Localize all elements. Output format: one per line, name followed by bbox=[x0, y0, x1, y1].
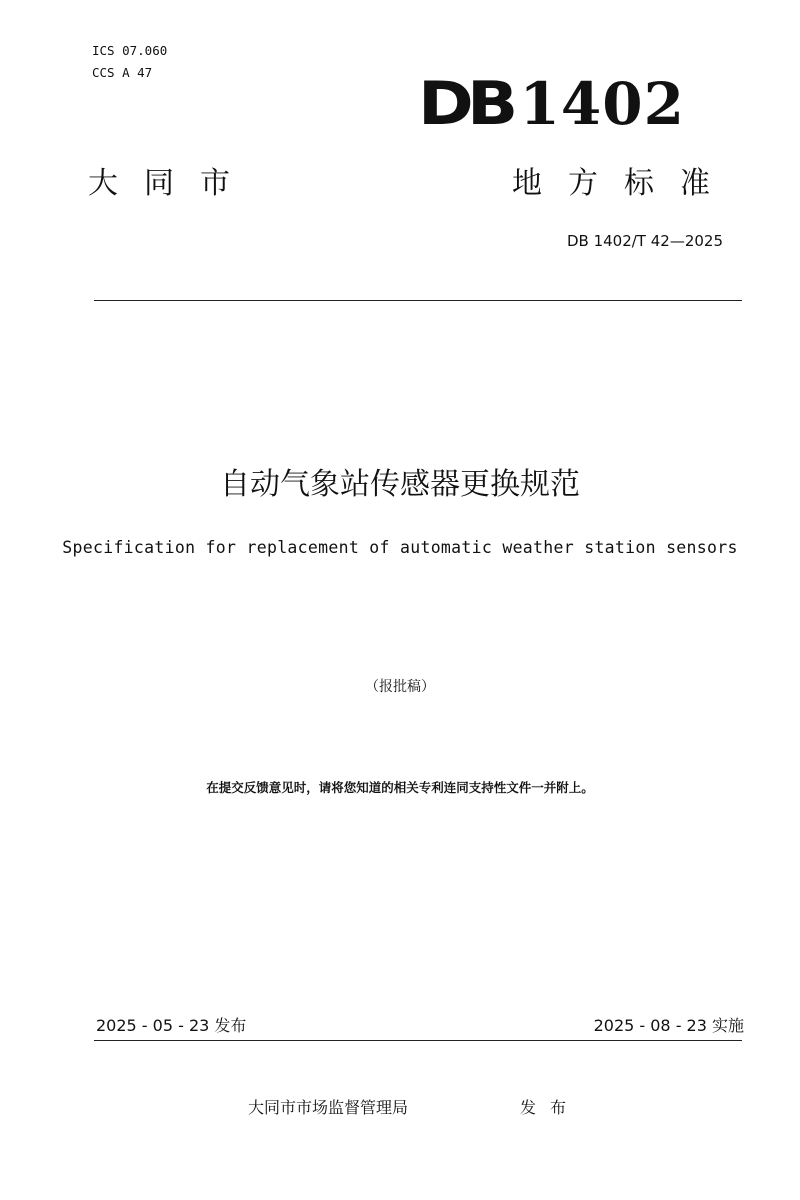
implementation-date: 2025 - 08 - 23 实施 bbox=[593, 1016, 744, 1035]
db-logo-letters: DB bbox=[418, 69, 512, 139]
footer-divider bbox=[94, 1040, 742, 1041]
issuing-authority: 大同市市场监督管理局 bbox=[248, 1098, 409, 1117]
ccs-code: CCS A 47 bbox=[92, 65, 153, 80]
publish-label: 发布 bbox=[520, 1098, 581, 1117]
standard-type: 地方标准 bbox=[512, 166, 736, 201]
issuing-city: 大同市 bbox=[88, 166, 256, 201]
ics-code: ICS 07.060 bbox=[92, 43, 168, 58]
db-logo-number: 1402 bbox=[519, 70, 685, 138]
db-logo bbox=[418, 69, 685, 139]
standard-number: DB 1402/T 42—2025 bbox=[566, 232, 723, 250]
issue-date: 2025 - 05 - 23 发布 bbox=[96, 1016, 247, 1035]
document-title-en: Specification for replacement of automatic weather station sensors bbox=[62, 538, 738, 557]
draft-status: （报批稿） bbox=[365, 679, 435, 695]
document-title-cn: 自动气象站传感器更换规范 bbox=[220, 467, 580, 502]
header-divider bbox=[94, 300, 742, 301]
patent-notice: 在提交反馈意见时，请将您知道的相关专利连同支持性文件一并附上。 bbox=[206, 780, 594, 795]
